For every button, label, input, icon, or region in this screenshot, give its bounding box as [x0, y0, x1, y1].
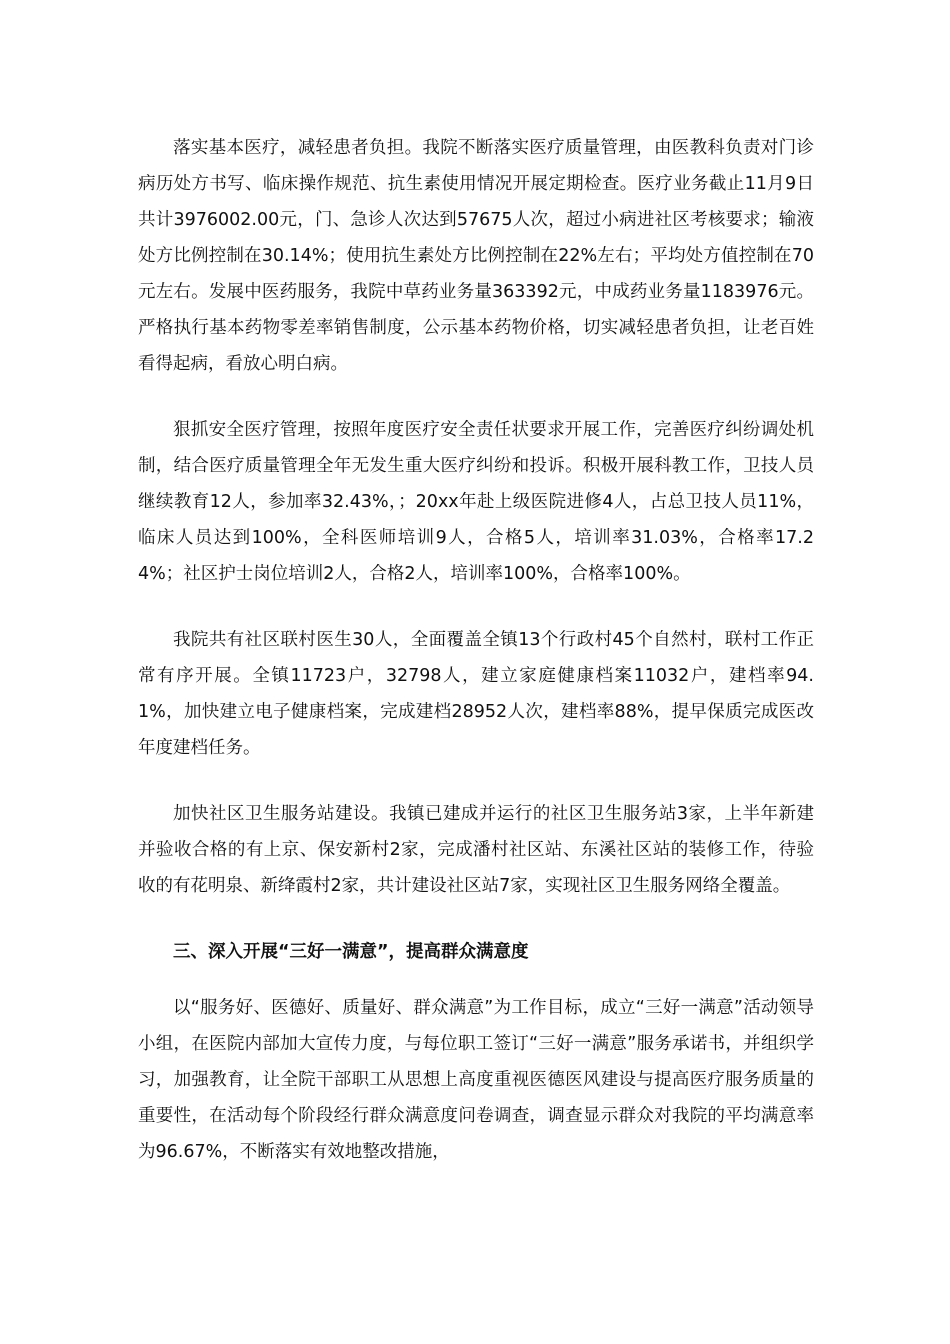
document-body — [138, 130, 814, 1200]
paragraph-basic-medical: 落实基本医疗，减轻患者负担。我院不断落实医疗质量管理，由医教科负责对门诊病历处方书写、临床操作规范、抗生素使用情况开展定期检查。医疗业务截止11月9日共计3976002.00元，门、急诊人次达到57675人次，超过小病进社区考核要求；输液处方比例控制在30.14%；使用抗生素处方比例控制在22%左右；平均处方值控制在70元左右。发展中医药服务，我院中草药业务量363392元，中成药业务量1183976元。严格执行基本药物零差率销售制度，公示基本药物价格，切实减轻患者负担，让老百姓看得起病，看放心明白病。 — [138, 138, 814, 374]
section-heading: 三、深入开展“三好一满意”，提高群众满意度 — [173, 942, 529, 962]
paragraph-satisfaction: 以“服务好、医德好、质量好、群众满意”为工作目标，成立“三好一满意”活动领导小组，在医院内部加大宣传力度，与每位职工签订“三好一满意”服务承诺书，并组织学习，加强教育，让全院干部职工从思想上高度重视医德医风建设与提高医疗服务质量的重要性，在活动每个阶段经行群众满意度问卷调查，调查显示群众对我院的平均满意率为96.67%，不断落实有效地整改措施， — [138, 998, 814, 1162]
paragraph-village-doctors: 我院共有社区联村医生30人，全面覆盖全镇13个行政村45个自然村，联村工作正常有序开展。全镇11723户，32798人，建立家庭健康档案11032户，建档率94.1%，加快建立电子健康档案，完成建档28952人次，建档率88%，提早保质完成医改年度建档任务。 — [138, 630, 814, 758]
paragraph-community-stations: 加快社区卫生服务站建设。我镇已建成并运行的社区卫生服务站3家，上半年新建并验收合格的有上京、保安新村2家，完成潘村社区站、东溪社区站的装修工作，待验收的有花明泉、新绛霞村2家，共计建设社区站7家，实现社区卫生服务网络全覆盖。 — [138, 804, 814, 896]
paragraph-safety-management: 狠抓安全医疗管理，按照年度医疗安全责任状要求开展工作，完善医疗纠纷调处机制，结合医疗质量管理全年无发生重大医疗纠纷和投诉。积极开展科教工作，卫技人员继续教育12人，参加率32.43%，；20xx年赴上级医院进修4人，占总卫技人员11%，临床人员达到100%，全科医师培训9人，合格5人，培训率31.03%，合格率17.24%；社区护士岗位培训2人，合格2人，培训率100%，合格率100%。 — [138, 420, 814, 584]
